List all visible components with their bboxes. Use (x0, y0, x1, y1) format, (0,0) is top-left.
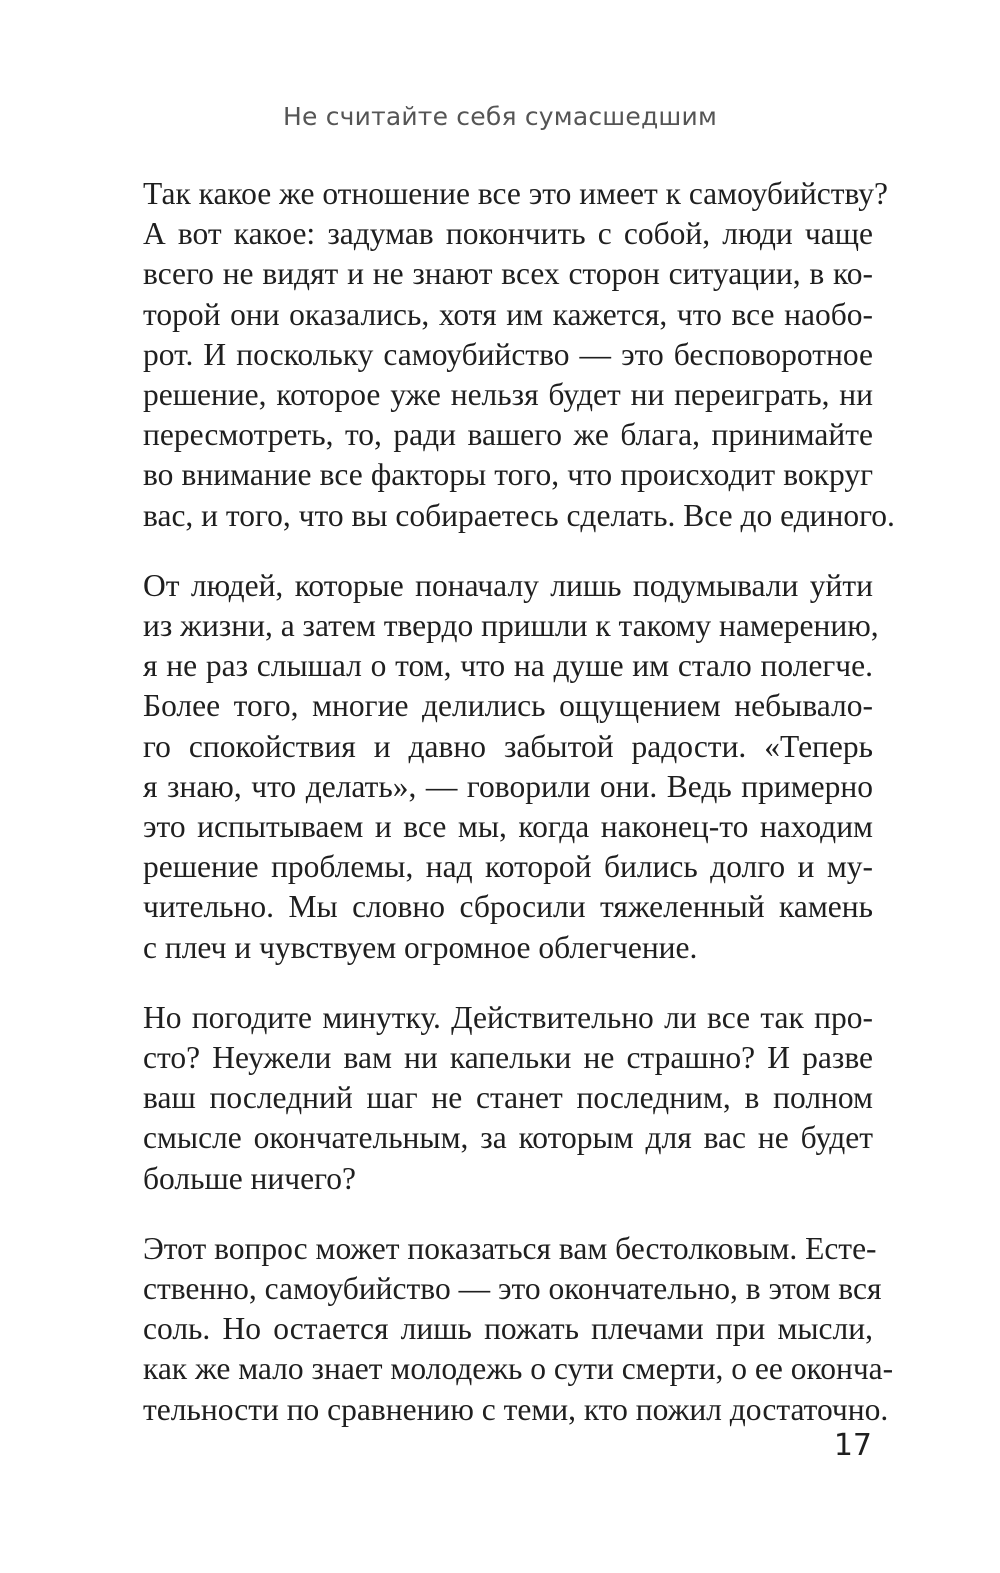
text-line: От людей, которые поначалу лишь подумывали уйти (143, 567, 873, 603)
body-text (143, 174, 895, 1460)
paragraph-1 (143, 174, 895, 536)
text-line: решение, которое уже нельзя будет ни переиграть, ни (143, 377, 873, 413)
paragraph-4 (143, 1229, 894, 1430)
text-line: решение проблемы, над которой бились долго и му- (143, 849, 873, 885)
text-line: с плеч и чувствуем огромное облегчение. (143, 929, 698, 965)
text-line: сто? Неужели вам ни капельки не страшно? И разве (143, 1040, 873, 1076)
text-line: го спокойствия и давно забытой радости. «Теперь (143, 728, 873, 764)
text-line: ственно, самоубийство — это окончательно, в этом вся (143, 1271, 882, 1307)
text-line: это испытываем и все мы, когда наконец-то находим (143, 809, 873, 845)
text-line: смысле окончательным, за которым для вас не будет (143, 1120, 873, 1156)
paragraph-2 (143, 566, 879, 968)
text-line: ваш последний шаг не станет последним, в полном (143, 1080, 873, 1116)
text-line: вас, и того, что вы собираетесь сделать. Все до единого. (143, 497, 895, 533)
text-line: Этот вопрос может показаться вам бестолковым. Есте- (143, 1230, 877, 1266)
running-head: Не считайте себя сумасшедшим (282, 102, 718, 131)
text-line: тельности по сравнению с теми, кто пожил достаточно. (143, 1391, 889, 1427)
page-number: 17 (833, 1428, 872, 1463)
text-line: соль. Но остается лишь пожать плечами при мысли, (143, 1311, 873, 1347)
text-line: А вот какое: задумав покончить с собой, люди чаще (143, 216, 873, 252)
text-line: пересмотреть, то, ради вашего же блага, принимайте (143, 417, 873, 453)
text-line: рот. И поскольку самоубийство — это бесповоротное (143, 336, 873, 372)
text-line: Так какое же отношение все это имеет к самоубийству? (143, 176, 889, 211)
text-line: всего не видят и не знают всех сторон ситуации, в ко- (143, 256, 873, 292)
text-line: больше ничего? (143, 1160, 356, 1196)
text-line: чительно. Мы словно сбросили тяжеленный камень (143, 889, 873, 925)
text-line: Но погодите минутку. Действительно ли все так про- (143, 999, 873, 1035)
text-line: как же мало знает молодежь о сути смерти, о ее оконча- (143, 1351, 894, 1387)
text-line: из жизни, а затем твердо пришли к такому намерению, (143, 608, 879, 644)
text-line: торой они оказались, хотя им кажется, что все наобо- (143, 296, 873, 332)
paragraph-3 (143, 998, 873, 1199)
text-line: во внимание все факторы того, что происходит вокруг (143, 457, 873, 493)
text-line: Более того, многие делились ощущением небывало- (143, 688, 873, 724)
text-line: я знаю, что делать», — говорили они. Ведь примерно (143, 768, 873, 804)
text-line: я не раз слышал о том, что на душе им стало полегче. (143, 648, 873, 684)
